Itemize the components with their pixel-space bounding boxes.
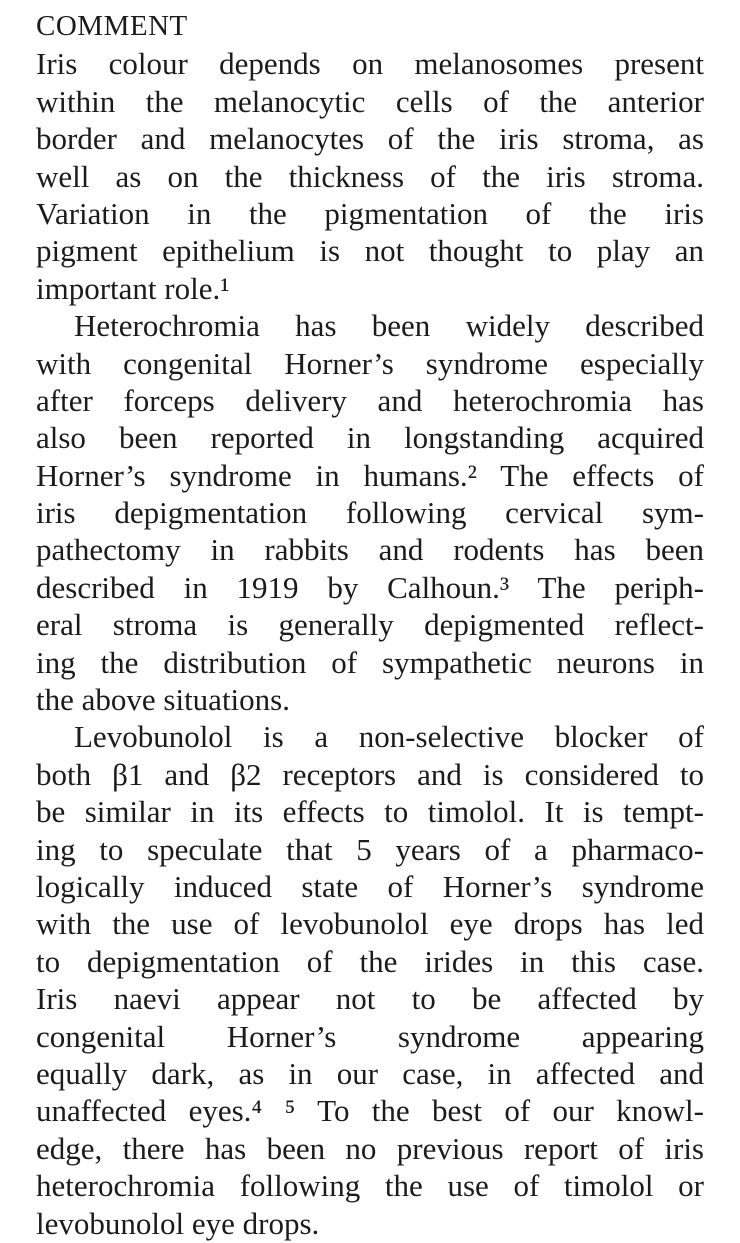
text-line: after forceps delivery and heterochromia has [36, 382, 704, 418]
text-line: Iris naevi appear not to be affected by [36, 981, 704, 1017]
text-line: ing to speculate that 5 years of a pharmaco- [36, 831, 704, 867]
text-line: border and melanocytes of the iris stroma, as [36, 121, 704, 157]
text-line: pigment epithelium is not thought to play an [36, 233, 704, 269]
text-line: important role.¹ [36, 270, 230, 306]
text-line: both β1 and β2 receptors and is considered to [36, 756, 704, 792]
text-line: congenital Horner’s syndrome appearing [36, 1018, 704, 1054]
text-line: unaffected eyes.⁴ ⁵ To the best of our knowl- [36, 1093, 704, 1129]
text-line: eral stroma is generally depigmented reflect- [36, 607, 704, 643]
text-line: iris depigmentation following cervical sym- [36, 495, 704, 531]
text-line: with the use of levobunolol eye drops has led [36, 906, 704, 942]
paragraph-iris-colour [36, 45, 704, 307]
paragraph-levobunolol [36, 718, 704, 1241]
text-line: logically induced state of Horner’s syndrome [36, 868, 704, 904]
text-line: Heterochromia has been widely described [74, 308, 704, 344]
text-line: be similar in its effects to timolol. It is tempt- [36, 794, 704, 830]
text-line: with congenital Horner’s syndrome especially [36, 345, 704, 381]
text-line: edge, there has been no previous report of iris [36, 1130, 704, 1166]
text-line: Horner’s syndrome in humans.² The effects of [36, 457, 704, 493]
text-line: to depigmentation of the irides in this case. [36, 943, 704, 979]
text-line: pathectomy in rabbits and rodents has been [36, 532, 704, 568]
text-line: the above situations. [36, 682, 290, 718]
text-line: within the melanocytic cells of the anterior [36, 83, 704, 119]
text-line: also been reported in longstanding acquired [36, 420, 704, 456]
section-heading: COMMENT [36, 10, 188, 42]
text-line: Levobunolol is a non-selective blocker of [74, 719, 704, 755]
text-line: levobunolol eye drops. [36, 1205, 320, 1241]
text-line: equally dark, as in our case, in affected and [36, 1055, 704, 1091]
text-line: ing the distribution of sympathetic neurons in [36, 644, 704, 680]
text-line: Variation in the pigmentation of the iris [36, 195, 704, 231]
paragraph-heterochromia [36, 307, 704, 718]
text-line: well as on the thickness of the iris stroma. [36, 158, 704, 194]
text-line: Iris colour depends on melanosomes present [36, 46, 704, 82]
text-line: described in 1919 by Calhoun.³ The periph- [36, 569, 704, 605]
text-line: heterochromia following the use of timolol or [36, 1168, 704, 1204]
